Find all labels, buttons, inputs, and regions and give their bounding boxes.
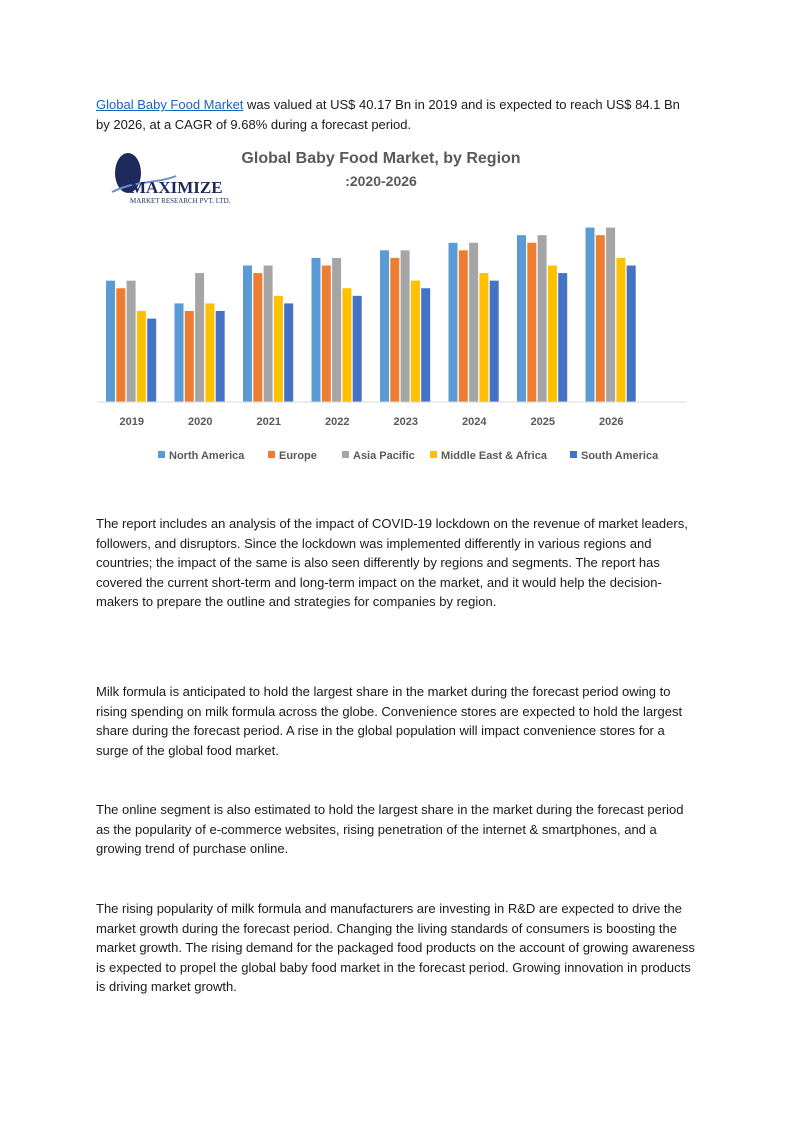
bar-2022-south-america — [353, 296, 362, 402]
bar-chart — [96, 140, 696, 475]
bar-2021-north-america — [243, 266, 252, 403]
chart-figure — [96, 140, 696, 475]
bar-2019-europe — [116, 288, 125, 402]
intro-paragraph — [96, 95, 696, 134]
x-tick-label: 2022 — [325, 416, 350, 428]
bar-2025-south-america — [558, 273, 567, 402]
intro-sentence: was valued at US$ 40.17 Bn in 2019 and is expected to reach US$ 84.1 Bn by 2026, at a CAGR of 9.68% during a forecast period. — [96, 97, 680, 132]
bar-2023-south-america — [421, 288, 430, 402]
company-logo — [112, 153, 231, 205]
bar-2026-asia-pacific — [606, 228, 615, 402]
bar-2024-south-america — [490, 281, 499, 402]
chart-subtitle: :2020-2026 — [345, 173, 417, 189]
global-baby-food-market-link[interactable]: Global Baby Food Market — [96, 97, 244, 112]
body-paragraph: Milk formula is anticipated to hold the largest share in the market during the forecast period owing to rising spending on milk formula across the globe. Convenience stores are expected to hold the largest share during the forecast period. A rise in the global population will impact convenience stores for a surge of the global food market. — [96, 684, 683, 758]
x-tick-label: 2024 — [462, 416, 487, 428]
legend-label: Middle East & Africa — [441, 450, 547, 462]
bar-2026-north-america — [586, 228, 595, 402]
logo-name: MAXIMIZE — [130, 178, 223, 197]
bar-2026-europe — [596, 235, 605, 402]
legend-label: South America — [581, 450, 659, 462]
legend-swatch — [268, 451, 275, 458]
bar-2025-asia-pacific — [538, 235, 547, 402]
x-tick-label: 2025 — [530, 416, 555, 428]
bar-2024-asia-pacific — [469, 243, 478, 402]
legend-swatch — [158, 451, 165, 458]
bar-2023-middle-east-africa — [411, 281, 420, 402]
x-tick-label: 2020 — [188, 416, 213, 428]
chart-title: Global Baby Food Market, by Region — [241, 150, 521, 167]
bar-2024-europe — [459, 250, 468, 402]
bar-2020-asia-pacific — [195, 273, 204, 402]
logo-subtitle: MARKET RESEARCH PVT. LTD. — [130, 197, 231, 205]
legend-swatch — [430, 451, 437, 458]
legend-label: Europe — [279, 450, 317, 462]
bar-2026-south-america — [627, 266, 636, 403]
bar-2021-middle-east-africa — [274, 296, 283, 402]
x-tick-label: 2021 — [256, 416, 281, 428]
chart-bars — [106, 228, 636, 402]
x-tick-label: 2026 — [599, 416, 624, 428]
bar-2023-north-america — [380, 250, 389, 402]
bar-2020-north-america — [175, 303, 184, 402]
bar-2022-europe — [322, 266, 331, 403]
legend-swatch — [570, 451, 577, 458]
bar-2026-middle-east-africa — [616, 258, 625, 402]
legend-label: North America — [169, 450, 245, 462]
bar-2021-asia-pacific — [264, 266, 273, 403]
bar-2020-south-america — [216, 311, 225, 402]
bar-2022-north-america — [312, 258, 321, 402]
bar-2019-asia-pacific — [127, 281, 136, 402]
bar-2024-middle-east-africa — [479, 273, 488, 402]
legend-swatch — [342, 451, 349, 458]
bar-2025-north-america — [517, 235, 526, 402]
bar-2025-middle-east-africa — [548, 266, 557, 403]
bar-2019-south-america — [147, 319, 156, 402]
bar-2022-asia-pacific — [332, 258, 341, 402]
bar-2020-middle-east-africa — [205, 303, 214, 402]
x-tick-label: 2023 — [393, 416, 418, 428]
x-tick-label: 2019 — [119, 416, 144, 428]
bar-2023-asia-pacific — [401, 250, 410, 402]
body-paragraph: The rising popularity of milk formula and manufacturers are investing in R&D are expected to drive the market growth during the forecast period. Changing the living standards of consumers is boosting the market growth. The rising demand for the packaged food products on the account of growing awareness is expected to propel the global baby food market in the forecast period. Growing innovation in products is driving market growth. — [96, 901, 695, 994]
bar-2021-south-america — [284, 303, 293, 402]
bar-2022-middle-east-africa — [342, 288, 351, 402]
bar-2020-europe — [185, 311, 194, 402]
body-paragraph: The report includes an analysis of the impact of COVID-19 lockdown on the revenue of market leaders, followers, and disruptors. Since the lockdown was implemented differently in various regions and countries; the impact of the same is also seen differently by regions and segments. The report has covered the current short-term and long-term impact on the market, and it would help the decision-makers to prepare the outline and strategies for companies by region. — [96, 516, 688, 609]
body-paragraph: The online segment is also estimated to hold the largest share in the market during the forecast period as the popularity of e-commerce websites, rising penetration of the internet & smartphones, and a growing trend of purchase online. — [96, 802, 684, 856]
x-axis-ticks — [120, 416, 624, 428]
bar-2019-north-america — [106, 281, 115, 402]
chart-legend — [158, 450, 659, 462]
bar-2019-middle-east-africa — [137, 311, 146, 402]
bar-2023-europe — [390, 258, 399, 402]
legend-label: Asia Pacific — [353, 450, 415, 462]
bar-2021-europe — [253, 273, 262, 402]
bar-2024-north-america — [449, 243, 458, 402]
bar-2025-europe — [527, 243, 536, 402]
